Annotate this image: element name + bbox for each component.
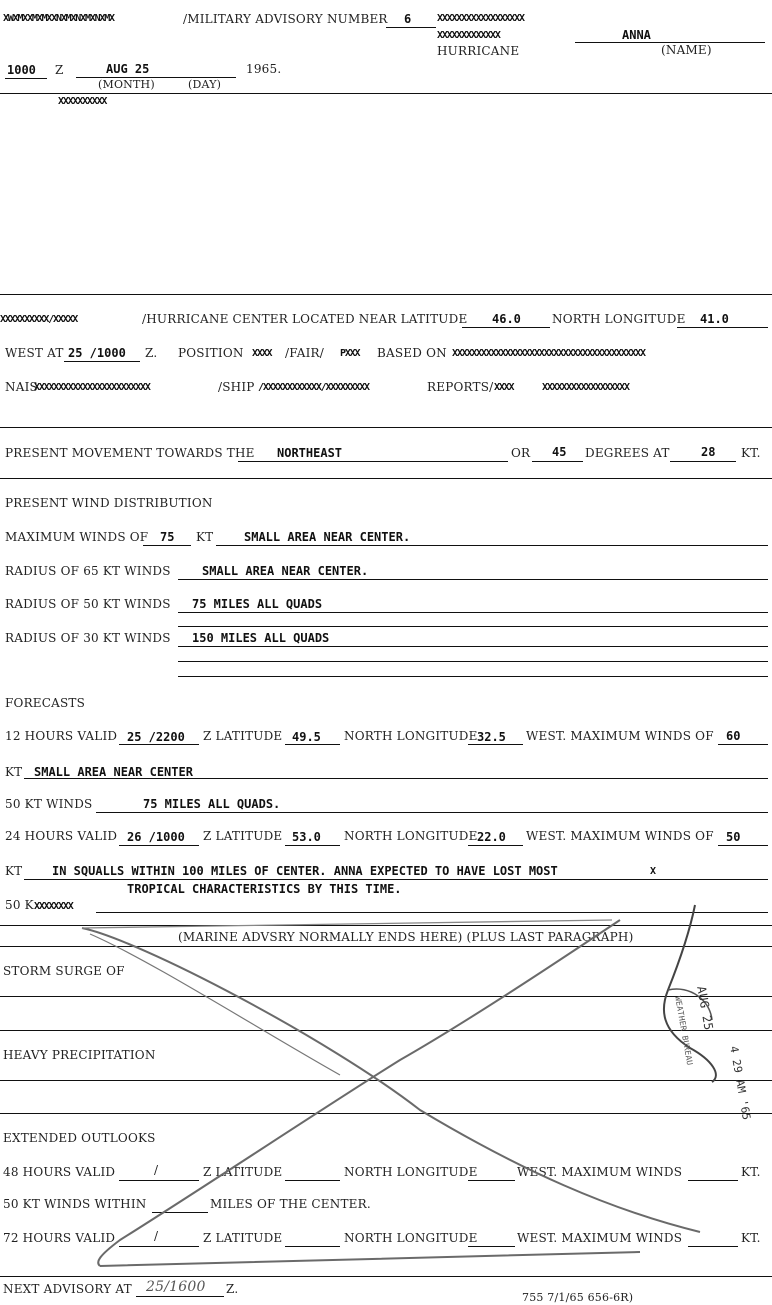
movement-direction: NORTHEAST (277, 446, 343, 460)
forecasts-heading: FORECASTS (5, 696, 86, 710)
nais-label: NAIS (5, 380, 38, 394)
marine-note: (MARINE ADVSRY NORMALLY ENDS HERE) (PLUS LAST PARAGRAPH) (178, 930, 634, 944)
f12-z-lat-label: Z LATITUDE (203, 729, 283, 743)
h72-z-lat-label: Z LATITUDE (203, 1231, 283, 1245)
h48-kt-label: KT. (741, 1165, 761, 1179)
wind-distribution-heading: PRESENT WIND DISTRIBUTION (5, 496, 213, 510)
f12-label: 12 HOURS VALID (5, 729, 118, 743)
xout-poor: PXXX (340, 348, 360, 359)
radius-50-label: RADIUS OF 50 KT WINDS (5, 597, 171, 611)
storm-type: HURRICANE (437, 44, 520, 58)
f12-longitude: 32.5 (477, 730, 506, 744)
position-label: POSITION (178, 346, 244, 360)
military-advisory-label: /MILITARY ADVISORY NUMBER (183, 12, 388, 26)
xout-nais: XXXXXXXXXXXXXXXXXXXXXXXX (34, 382, 150, 393)
max-winds-desc: SMALL AREA NEAR CENTER. (244, 530, 411, 544)
kt50-label: 50 KT WINDS (5, 797, 93, 811)
stamp-line-1: AUG 25 (694, 985, 716, 1032)
xout-ship: /XXXXXXXXXXXX/XXXXXXXXX (258, 382, 369, 393)
advisory-number: 6 (404, 12, 412, 26)
f24-north-lon-label: NORTH LONGITUDE (344, 829, 478, 843)
storm-surge-label: STORM SURGE OF (3, 964, 125, 978)
max-winds-label: MAXIMUM WINDS OF (5, 530, 149, 544)
h72-west-max-label: WEST. MAXIMUM WINDS (517, 1231, 683, 1245)
name-label: (NAME) (661, 43, 712, 57)
latitude-value: 46.0 (492, 312, 521, 326)
storm-name: ANNA (622, 28, 651, 42)
longitude-value: 41.0 (700, 312, 729, 326)
kt-label: KT. (741, 446, 761, 460)
kt50b-xout: XXXXXXXX (34, 901, 73, 912)
west-at-value: 25 /1000 (68, 346, 126, 360)
h48-label: 48 HOURS VALID (3, 1165, 116, 1179)
heavy-precip-label: HEAVY PRECIPITATION (3, 1048, 156, 1062)
movement-speed: 28 (701, 445, 716, 459)
z-label-2: Z. (145, 346, 158, 360)
f12-north-lon-label: NORTH LONGITUDE (344, 729, 478, 743)
kt50-value: 75 MILES ALL QUADS. (143, 797, 281, 811)
xout-based-on: XXXXXXXXXXXXXXXXXXXXXXXXXXXXXXXXXXXXXXXX (452, 348, 645, 359)
radius-65-label: RADIUS OF 65 KT WINDS (5, 564, 171, 578)
kt2-label: KT (5, 864, 23, 878)
h48-north-lon-label: NORTH LONGITUDE (344, 1165, 478, 1179)
stamp-line-2: 4 29 AM '65 (727, 1045, 754, 1122)
f24-valid: 26 /1000 (127, 830, 185, 844)
xout-right-1: XXXXXXXXXXXXXXXXXX (437, 13, 524, 24)
xout-good: XXXX (252, 348, 272, 359)
f24-max-winds: 50 (726, 830, 741, 844)
kt2-desc-2: TROPICAL CHARACTERISTICS BY THIS TIME. (127, 882, 402, 896)
year: 1965. (246, 62, 282, 76)
f24-z-lat-label: Z LATITUDE (203, 829, 283, 843)
movement-label: PRESENT MOVEMENT TOWARDS THE (5, 446, 255, 460)
f12-max-winds: 60 (726, 729, 741, 743)
h48-west-max-label: WEST. MAXIMUM WINDS (517, 1165, 683, 1179)
f24-label: 24 HOURS VALID (5, 829, 118, 843)
h72-north-lon-label: NORTH LONGITUDE (344, 1231, 478, 1245)
max-winds-value: 75 (160, 530, 175, 544)
or-label: OR (511, 446, 531, 460)
center-located-label: /HURRICANE CENTER LOCATED NEAR LATITUDE (142, 312, 468, 326)
fair-label: /FAIR/ (285, 346, 325, 360)
radius-30-value: 150 MILES ALL QUADS (192, 631, 330, 645)
kt1-desc: SMALL AREA NEAR CENTER (34, 765, 193, 779)
f24-west-max-label: WEST. MAXIMUM WINDS OF (526, 829, 714, 843)
h48-z-lat-label: Z LATITUDE (203, 1165, 283, 1179)
day-label: (DAY) (188, 78, 222, 91)
xout-right-2: XXXXXXXXXXXXX (437, 30, 500, 41)
xout-reports-1: XXXX (494, 382, 514, 393)
degrees-at-label: DEGREES AT (585, 446, 670, 460)
xout-prefix: XWXMXXMXMXXNXMXNXMXNXMX (3, 13, 114, 24)
radius-65-value: SMALL AREA NEAR CENTER. (202, 564, 369, 578)
month-day: AUG 25 (106, 62, 150, 76)
h48-slash: / (154, 1163, 159, 1177)
stamp-line-3: WEATHER BUREAU (673, 995, 695, 1067)
based-on-label: BASED ON (377, 346, 447, 360)
f24-latitude: 53.0 (292, 830, 321, 844)
movement-degrees: 45 (552, 445, 567, 459)
extended-heading: EXTENDED OUTLOOKS (3, 1131, 156, 1145)
f12-valid: 25 /2200 (127, 730, 185, 744)
form-number: 755 7/1/65 656-6R) (522, 1291, 634, 1304)
kt2-desc-1: IN SQUALLS WITHIN 100 MILES OF CENTER. ANNA EXPECTED TO HAVE LOST MOST (52, 864, 558, 878)
xout-below: XXXXXXXXXX (58, 96, 107, 107)
z-label: Z (55, 63, 64, 77)
h72-label: 72 HOURS VALID (3, 1231, 116, 1245)
north-longitude-label: NORTH LONGITUDE (552, 312, 686, 326)
advisory-time: 1000 (7, 63, 36, 77)
miles-label: MILES OF THE CENTER. (210, 1197, 371, 1211)
next-advisory-z: Z. (226, 1282, 239, 1296)
radius-30-label: RADIUS OF 30 KT WINDS (5, 631, 171, 645)
h72-slash: / (154, 1229, 159, 1243)
position-xout-prefix: XXXXXXXXXX/XXXXX (0, 314, 78, 325)
kt2-xout-mark: X (650, 866, 655, 877)
month-label: (MONTH) (98, 78, 155, 91)
reports-label: REPORTS/ (427, 380, 494, 394)
h72-kt-label: KT. (741, 1231, 761, 1245)
next-advisory-value: 25/1600 (146, 1279, 206, 1295)
ship-label: /SHIP (218, 380, 255, 394)
f12-west-max-label: WEST. MAXIMUM WINDS OF (526, 729, 714, 743)
radius-50-value: 75 MILES ALL QUADS (192, 597, 323, 611)
next-advisory-label: NEXT ADVISORY AT (3, 1282, 132, 1296)
f24-longitude: 22.0 (477, 830, 506, 844)
within-label: 50 KT WINDS WITHIN (3, 1197, 147, 1211)
received-stamp (673, 975, 772, 1122)
max-winds-kt: KT (196, 530, 214, 544)
f12-latitude: 49.5 (292, 730, 321, 744)
kt1-label: KT (5, 765, 23, 779)
xout-reports-2: XXXXXXXXXXXXXXXXXX (542, 382, 629, 393)
kt50b-label: 50 K (5, 898, 34, 912)
west-at-label: WEST AT (5, 346, 64, 360)
